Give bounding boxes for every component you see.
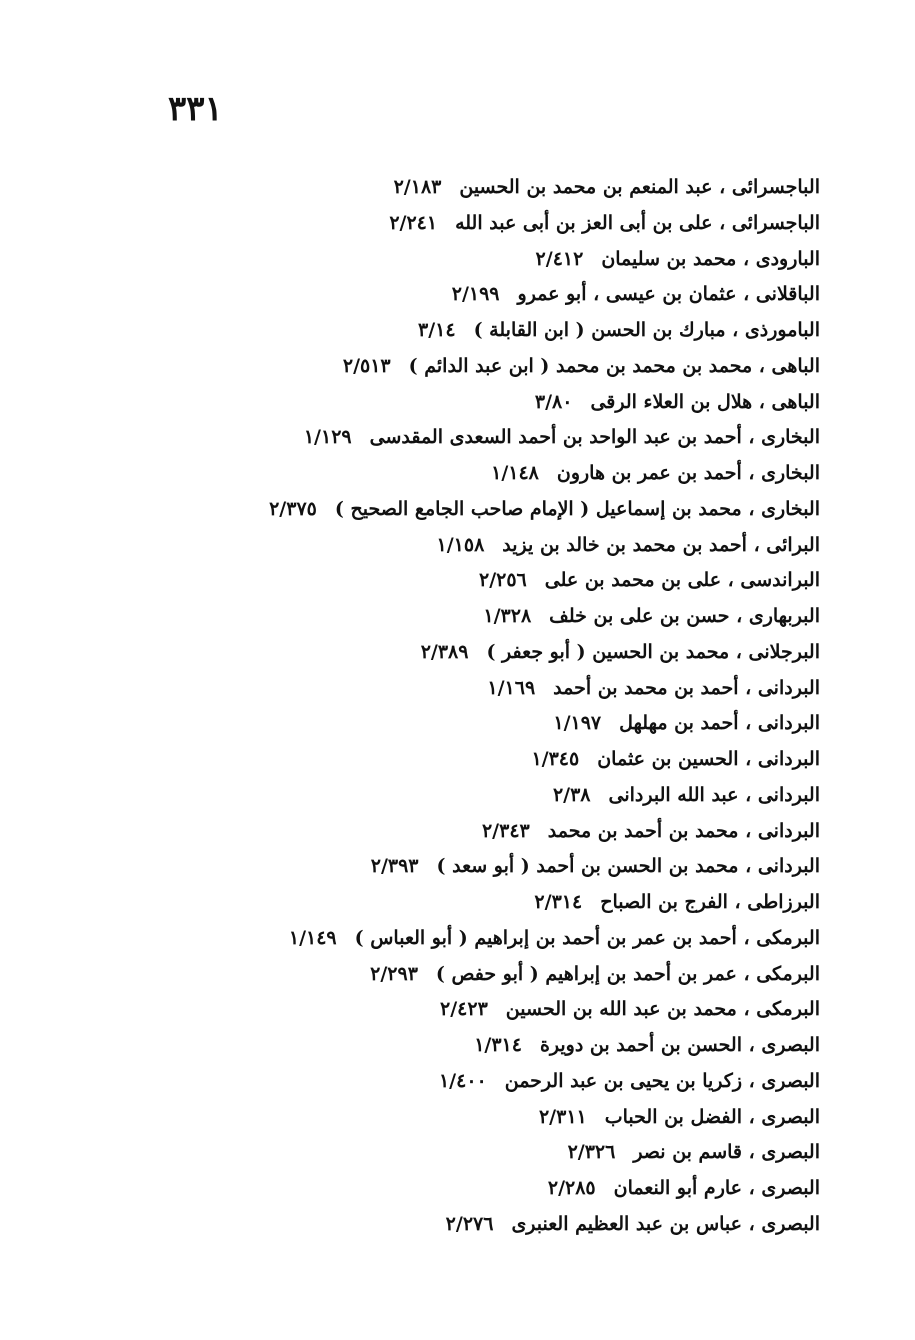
index-entry [180, 742, 820, 778]
index-entry [180, 242, 820, 278]
entry-text: الباجسرائى ، على بن أبى العز بن أبى عبد الله [455, 211, 820, 234]
index-entry [180, 420, 820, 456]
entry-reference: ٢/٣٤٣ [481, 819, 530, 842]
index-entry [180, 706, 820, 742]
index-entry [180, 1207, 820, 1243]
index-entries [180, 170, 820, 1243]
entry-text: البرمكى ، أحمد بن عمر بن أحمد بن إبراهيم ( أبو العباس ) [354, 926, 820, 949]
entry-text: البردانى ، عبد الله البردانى [608, 783, 820, 806]
entry-reference: ٢/٢٨٥ [547, 1177, 596, 1199]
entry-text: البرمكى ، عمر بن أحمد بن إبراهيم ( أبو حفص ) [435, 962, 820, 985]
entry-reference: ١/١٤٩ [288, 926, 337, 949]
entry-text: البخارى ، محمد بن إسماعيل ( الإمام صاحب الجامع الصحيح ) [334, 497, 820, 520]
index-entry [180, 635, 820, 671]
entry-reference: ٢/٣٩٣ [370, 855, 419, 878]
entry-text: البراندسى ، على بن محمد بن على [544, 569, 820, 592]
entry-reference: ٢/٣١٤ [534, 891, 583, 913]
index-entry [180, 492, 820, 528]
entry-reference: ٢/٢٤١ [389, 211, 438, 234]
index-entry [180, 778, 820, 814]
index-entry [180, 849, 820, 885]
index-entry [180, 1135, 820, 1171]
index-entry [180, 313, 820, 349]
index-entry [180, 206, 820, 242]
index-entry [180, 1064, 820, 1100]
page-number: ٣٣١ [168, 89, 223, 129]
entry-reference: ١/٣٤٥ [531, 748, 580, 770]
entry-text: البرمكى ، محمد بن عبد الله بن الحسين [505, 998, 820, 1021]
entry-text: الباقلانى ، عثمان بن عيسى ، أبو عمرو [517, 283, 820, 306]
entry-text: البارودى ، محمد بن سليمان [601, 247, 820, 270]
entry-reference: ٢/٢٩٣ [370, 962, 418, 985]
entry-reference: ١/٤٠٠ [438, 1069, 487, 1092]
entry-text: البامورذى ، مبارك بن الحسن ( ابن القابلة ) [473, 319, 820, 341]
entry-reference: ٢/٣٧٥ [269, 497, 317, 520]
entry-reference: ٣/٨٠ [534, 390, 573, 413]
entry-text: البردانى ، أحمد بن محمد بن أحمد [553, 676, 820, 699]
entry-text: البصرى ، زكريا بن يحيى بن عبد الرحمن [504, 1069, 820, 1092]
entry-text: الباجسرائى ، عبد المنعم بن محمد بن الحسين [459, 176, 820, 198]
index-entry [180, 277, 820, 313]
entry-reference: ٢/٣٨ [552, 783, 591, 806]
index-entry [180, 599, 820, 635]
entry-text: البصرى ، قاسم بن نصر [633, 1141, 820, 1164]
entry-reference: ٢/٣٢٦ [567, 1141, 616, 1164]
entry-reference: ١/١٥٨ [436, 533, 485, 556]
index-entry [180, 170, 820, 206]
entry-text: البردانى ، أحمد بن مهلهل [619, 712, 820, 735]
entry-text: البردانى ، الحسين بن عثمان [597, 748, 820, 770]
index-entry [180, 921, 820, 957]
entry-reference: ١/١٤٨ [491, 462, 539, 484]
entry-text: الباهى ، هلال بن العلاء الرقى [590, 390, 820, 413]
index-entry [180, 885, 820, 921]
entry-text: البصرى ، عباس بن عبد العظيم العنبرى [511, 1212, 820, 1235]
entry-reference: ٢/٤١٢ [535, 247, 584, 270]
entry-reference: ٣/١٤ [418, 319, 456, 341]
index-entry [180, 528, 820, 564]
entry-reference: ١/١٦٩ [487, 676, 536, 699]
entry-text: البصرى ، الحسن بن أحمد بن دويرة [539, 1034, 820, 1056]
entry-reference: ٢/١٨٣ [393, 176, 442, 198]
index-entry [180, 992, 820, 1028]
entry-reference: ١/٣٢٨ [483, 605, 532, 627]
index-entry [180, 814, 820, 850]
entry-reference: ١/١٩٧ [553, 712, 602, 735]
index-entry [180, 1028, 820, 1064]
entry-text: البردانى ، محمد بن أحمد بن محمد [547, 819, 820, 842]
entry-text: البرجلانى ، محمد بن الحسين ( أبو جعفر ) [486, 640, 820, 663]
entry-reference: ٢/١٩٩ [451, 283, 500, 306]
entry-text: البرزاطى ، الفرج بن الصباح [600, 891, 820, 913]
entry-reference: ٢/٢٥٦ [479, 569, 527, 592]
entry-text: البرائى ، أحمد بن محمد بن خالد بن يزيد [502, 533, 820, 556]
entry-reference: ٢/٣١١ [538, 1105, 587, 1128]
index-entry [180, 957, 820, 993]
entry-text: البخارى ، أحمد بن عمر بن هارون [556, 462, 820, 484]
entry-reference: ١/١٢٩ [303, 426, 352, 449]
index-entry [180, 349, 820, 385]
index-entry [180, 385, 820, 421]
entry-text: البصرى ، عارم أبو النعمان [613, 1177, 820, 1199]
entry-reference: ٢/٣٨٩ [420, 640, 469, 663]
entry-text: الباهى ، محمد بن محمد بن محمد ( ابن عبد الدائم ) [408, 354, 820, 377]
entry-text: البردانى ، محمد بن الحسن بن أحمد ( أبو سعد ) [436, 855, 820, 878]
index-entry [180, 1171, 820, 1207]
entry-reference: ٢/٢٧٦ [445, 1212, 494, 1235]
index-entry [180, 456, 820, 492]
entry-reference: ١/٣١٤ [474, 1034, 522, 1056]
index-entry [180, 671, 820, 707]
entry-reference: ٢/٥١٣ [342, 354, 391, 377]
index-entry [180, 1100, 820, 1136]
entry-text: البصرى ، الفضل بن الحباب [604, 1105, 820, 1128]
entry-text: البربهارى ، حسن بن على بن خلف [549, 605, 820, 627]
entry-reference: ٢/٤٢٣ [440, 998, 488, 1021]
index-entry [180, 563, 820, 599]
entry-text: البخارى ، أحمد بن عبد الواحد بن أحمد السعدى المقدسى [369, 426, 820, 449]
